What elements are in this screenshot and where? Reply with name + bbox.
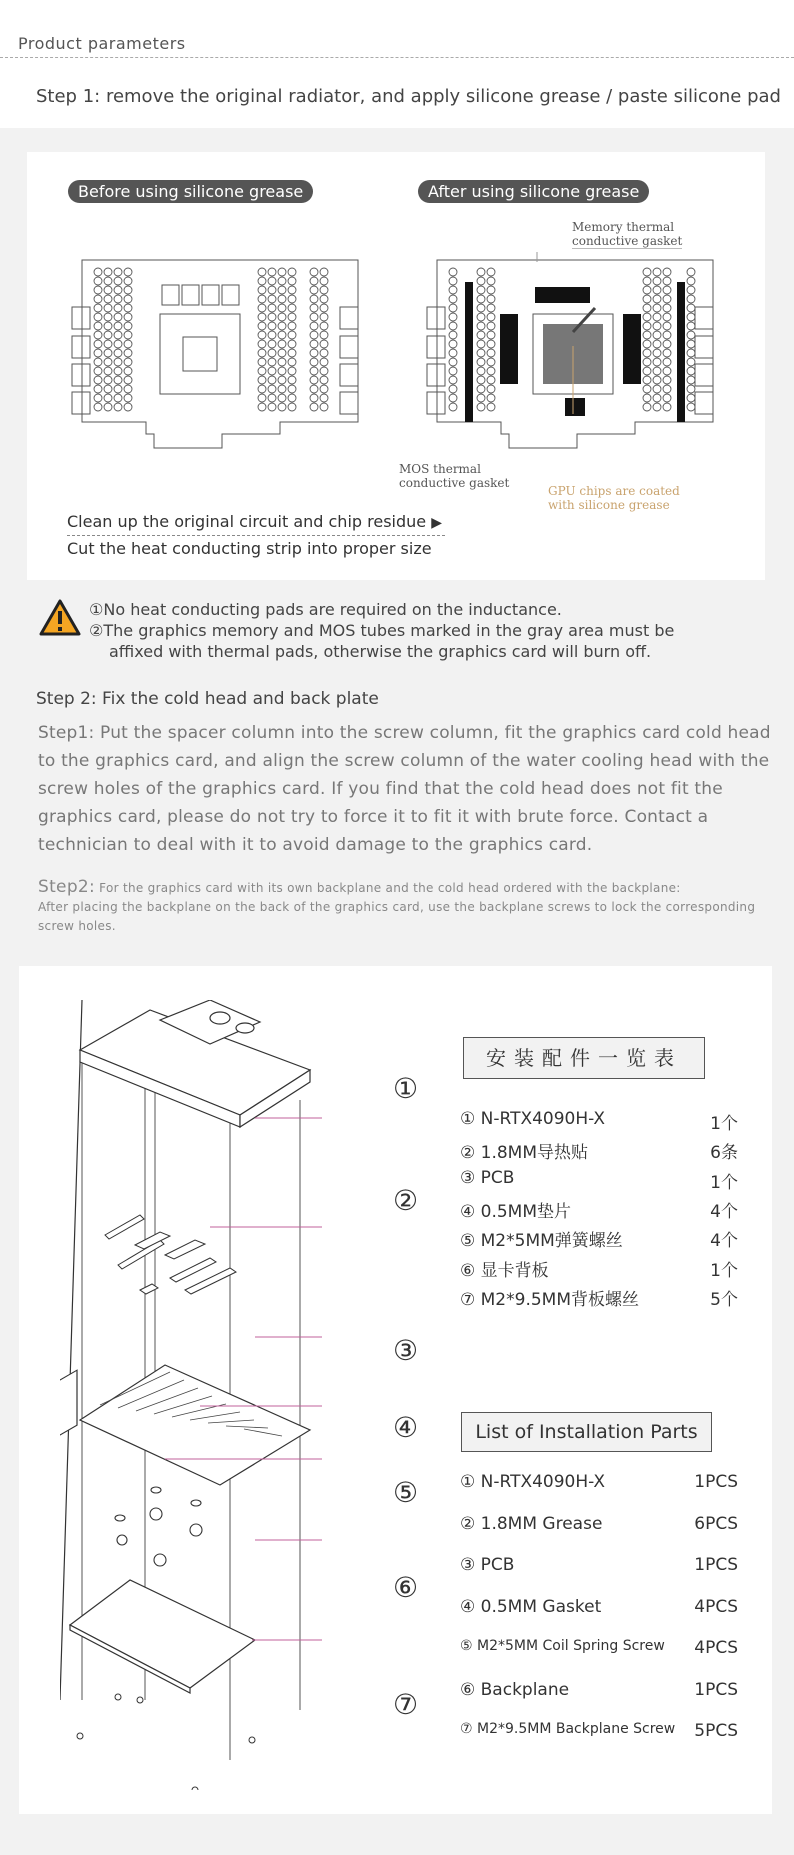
play-arrow-icon: ▶ xyxy=(431,515,442,531)
note-cut-strip: Cut the heat conducting strip into proper size xyxy=(67,539,432,558)
en-part-qty: 4PCS xyxy=(694,1638,738,1658)
callout-6: ⑥ xyxy=(393,1571,419,1604)
callout-5: ⑤ xyxy=(393,1476,419,1509)
en-part-name: ① N-RTX4090H-X xyxy=(460,1472,606,1492)
en-part-name: ⑦ M2*9.5MM Backplane Screw xyxy=(460,1721,676,1737)
en-part-qty: 1PCS xyxy=(694,1679,738,1700)
warning-line-3: affixed with thermal pads, otherwise the graphics card will burn off. xyxy=(109,642,652,661)
en-part-name: ② 1.8MM Grease xyxy=(460,1513,603,1534)
after-pcb-diagram xyxy=(425,252,725,452)
after-label: After using silicone grease xyxy=(418,180,649,203)
cn-part-qty: 1个 xyxy=(710,1260,738,1281)
cn-part-name: ① N-RTX4090H-X xyxy=(460,1109,606,1129)
warning-triangle-icon xyxy=(38,598,82,638)
en-part-name: ④ 0.5MM Gasket xyxy=(460,1596,602,1617)
callout-3: ③ xyxy=(393,1334,419,1367)
memory-callout-line1: Memory thermal xyxy=(572,220,675,234)
en-part-qty: 5PCS xyxy=(694,1721,738,1741)
step2b-text-2: After placing the backplane on the back of the graphics card, use the backplane screws to lock the corresponding screw holes. xyxy=(38,900,756,933)
cn-part-name: ④ 0.5MM垫片 xyxy=(460,1201,572,1222)
warning-line-2: ②The graphics memory and MOS tubes marked in the gray area must be xyxy=(89,621,675,640)
step2-body: Step1: Put the spacer column into the screw column, fit the graphics card cold head to the graphics card, and align the screw column of the water cooling head with the screw holes of the graphics card. If you find that the cold head does not fit the graphics card, please do not try to force it to fit it with brute force. Contact a technician to deal with it to avoid damage to the graphics card. xyxy=(38,723,771,855)
cn-part-name: ⑦ M2*9.5MM背板螺丝 xyxy=(460,1289,639,1310)
step2b-label: Step2: xyxy=(38,877,96,897)
callout-4: ④ xyxy=(393,1411,419,1444)
gpu-callout-line1: GPU chips are coated xyxy=(548,484,680,498)
before-label: Before using silicone grease xyxy=(68,180,313,203)
note-clean-up-text: Clean up the original circuit and chip residue xyxy=(67,512,427,531)
gpu-callout xyxy=(548,484,680,512)
header-divider xyxy=(0,57,794,58)
cn-part-name: ⑥ 显卡背板 xyxy=(460,1260,549,1281)
cn-parts-title: 安装配件一览表 xyxy=(463,1037,705,1079)
en-part-name: ⑥ Backplane xyxy=(460,1679,570,1700)
page-section-title: Product parameters xyxy=(18,34,186,53)
step1-heading: Step 1: remove the original radiator, and apply silicone grease / paste silicone pad xyxy=(36,86,781,107)
cn-part-qty: 1个 xyxy=(710,1114,738,1134)
callout-7: ⑦ xyxy=(393,1688,419,1721)
memory-callout xyxy=(572,220,682,249)
en-part-qty: 4PCS xyxy=(694,1596,738,1617)
step2b-text xyxy=(38,878,758,936)
en-part-qty: 1PCS xyxy=(694,1555,738,1575)
en-parts-title: List of Installation Parts xyxy=(461,1412,712,1452)
en-part-name: ③ PCB xyxy=(460,1555,515,1575)
gpu-callout-line2: with silicone grease xyxy=(548,498,670,512)
cn-part-name: ② 1.8MM导热贴 xyxy=(460,1143,589,1164)
callout-2: ② xyxy=(393,1184,419,1217)
before-pcb-diagram xyxy=(70,252,370,452)
callout-1: ① xyxy=(393,1072,419,1105)
cn-part-name: ③ PCB xyxy=(460,1167,515,1188)
en-part-name: ⑤ M2*5MM Coil Spring Screw xyxy=(460,1638,665,1654)
exploded-assembly-diagram xyxy=(60,1000,450,1790)
warning-line-1: ①No heat conducting pads are required on the inductance. xyxy=(89,600,562,619)
mos-callout xyxy=(399,462,509,490)
cn-part-qty: 6条 xyxy=(710,1143,738,1164)
step2-heading: Step 2: Fix the cold head and back plate xyxy=(36,689,379,709)
mos-callout-line1: MOS thermal xyxy=(399,462,481,476)
memory-callout-line2: conductive gasket xyxy=(572,234,683,248)
cn-part-name: ⑤ M2*5MM弹簧螺丝 xyxy=(460,1231,623,1252)
step2b-text-1: For the graphics card with its own backplane and the cold head ordered with the backplane: xyxy=(95,881,681,895)
en-part-qty: 6PCS xyxy=(694,1513,738,1534)
cn-part-qty: 4个 xyxy=(710,1201,738,1222)
cn-part-qty: 5个 xyxy=(710,1289,738,1310)
note-divider xyxy=(67,535,445,536)
cn-part-qty: 4个 xyxy=(710,1231,738,1252)
note-clean-up xyxy=(67,512,442,531)
mos-callout-line2: conductive gasket xyxy=(399,476,510,490)
en-part-qty: 1PCS xyxy=(694,1472,738,1492)
cn-part-qty: 1个 xyxy=(710,1172,738,1193)
